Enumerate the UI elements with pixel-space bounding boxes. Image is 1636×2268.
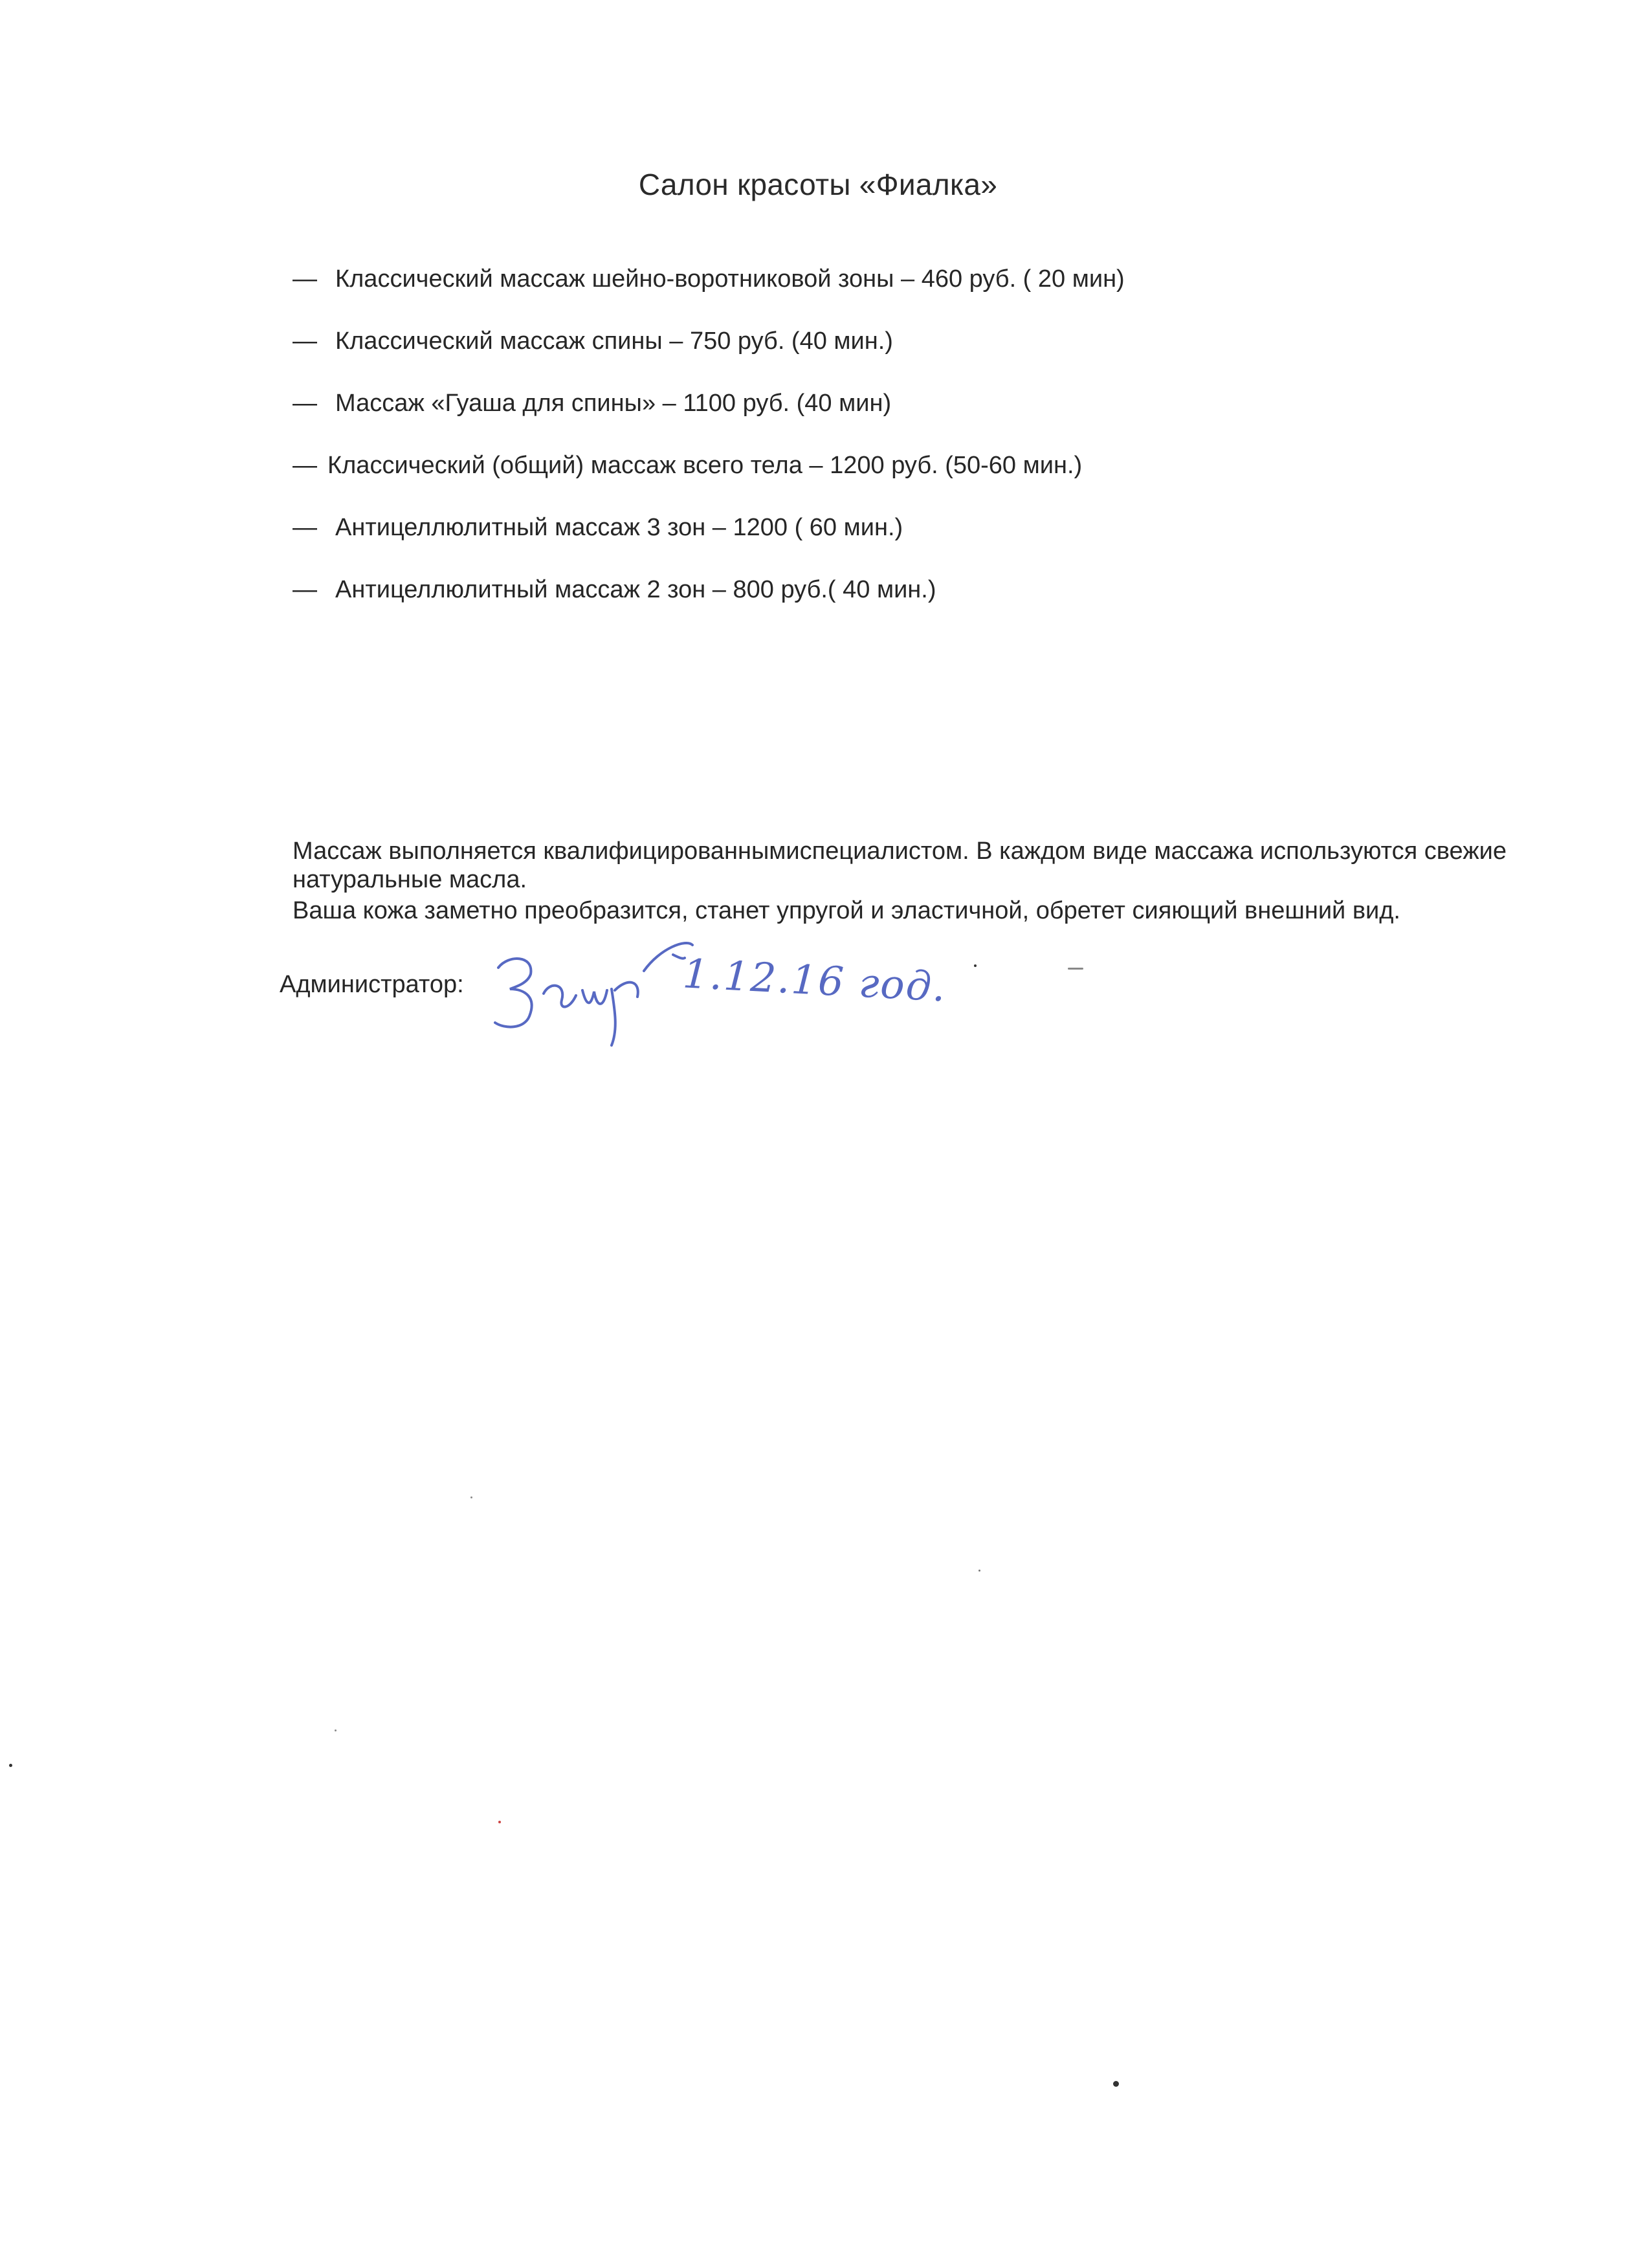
service-item bbox=[293, 575, 1125, 637]
service-text: Антицеллюлитный массаж 3 зон – 1200 ( 60 мин.) bbox=[335, 514, 903, 541]
dash-marker: — bbox=[293, 390, 317, 417]
service-item bbox=[293, 450, 1125, 513]
dash-marker: — bbox=[293, 576, 317, 603]
dash-marker: — bbox=[293, 265, 317, 293]
scan-speck bbox=[335, 1729, 337, 1731]
service-text: Антицеллюлитный массаж 2 зон – 800 руб.( 40 мин.) bbox=[335, 576, 936, 603]
service-item bbox=[293, 326, 1125, 388]
service-list bbox=[293, 264, 1125, 637]
scan-speck bbox=[498, 1821, 501, 1823]
service-item bbox=[293, 513, 1125, 575]
dash-marker: — bbox=[293, 452, 317, 479]
scan-speck bbox=[978, 1570, 980, 1572]
service-text: Массаж «Гуаша для спины» – 1100 руб. (40 мин) bbox=[335, 390, 892, 417]
notes-block bbox=[293, 837, 1535, 925]
scan-speck bbox=[470, 1496, 472, 1498]
administrator-label: Администратор: bbox=[280, 971, 464, 998]
service-item bbox=[293, 388, 1125, 450]
signature-date: 1.12.16 год. bbox=[681, 950, 948, 1011]
service-text: Классический (общий) массаж всего тела – 1200 руб. (50-60 мин.) bbox=[327, 452, 1083, 479]
scan-speck bbox=[9, 1764, 12, 1767]
scan-speck bbox=[1068, 968, 1083, 970]
dash-marker: — bbox=[293, 328, 317, 355]
service-text: Классический массаж шейно-воротниковой зоны – 460 руб. ( 20 мин) bbox=[335, 265, 1125, 293]
document-title: Салон красоты «Фиалка» bbox=[638, 168, 998, 201]
notes-paragraph-2: Ваша кожа заметно преобразится, станет упругой и эластичной, обретет сияющий внешний вид. bbox=[293, 897, 1400, 924]
signature-stroke bbox=[495, 943, 692, 1045]
dash-marker: — bbox=[293, 514, 317, 541]
service-text: Классический массаж спины – 750 руб. (40 мин.) bbox=[335, 328, 893, 355]
scan-speck bbox=[1113, 2081, 1119, 2087]
service-item bbox=[293, 264, 1125, 326]
scan-speck bbox=[974, 964, 977, 967]
notes-paragraph-1: Массаж выполняется квалифицированнымиспециалистом. В каждом виде массажа используются свежие натуральные масла. bbox=[293, 838, 1507, 893]
